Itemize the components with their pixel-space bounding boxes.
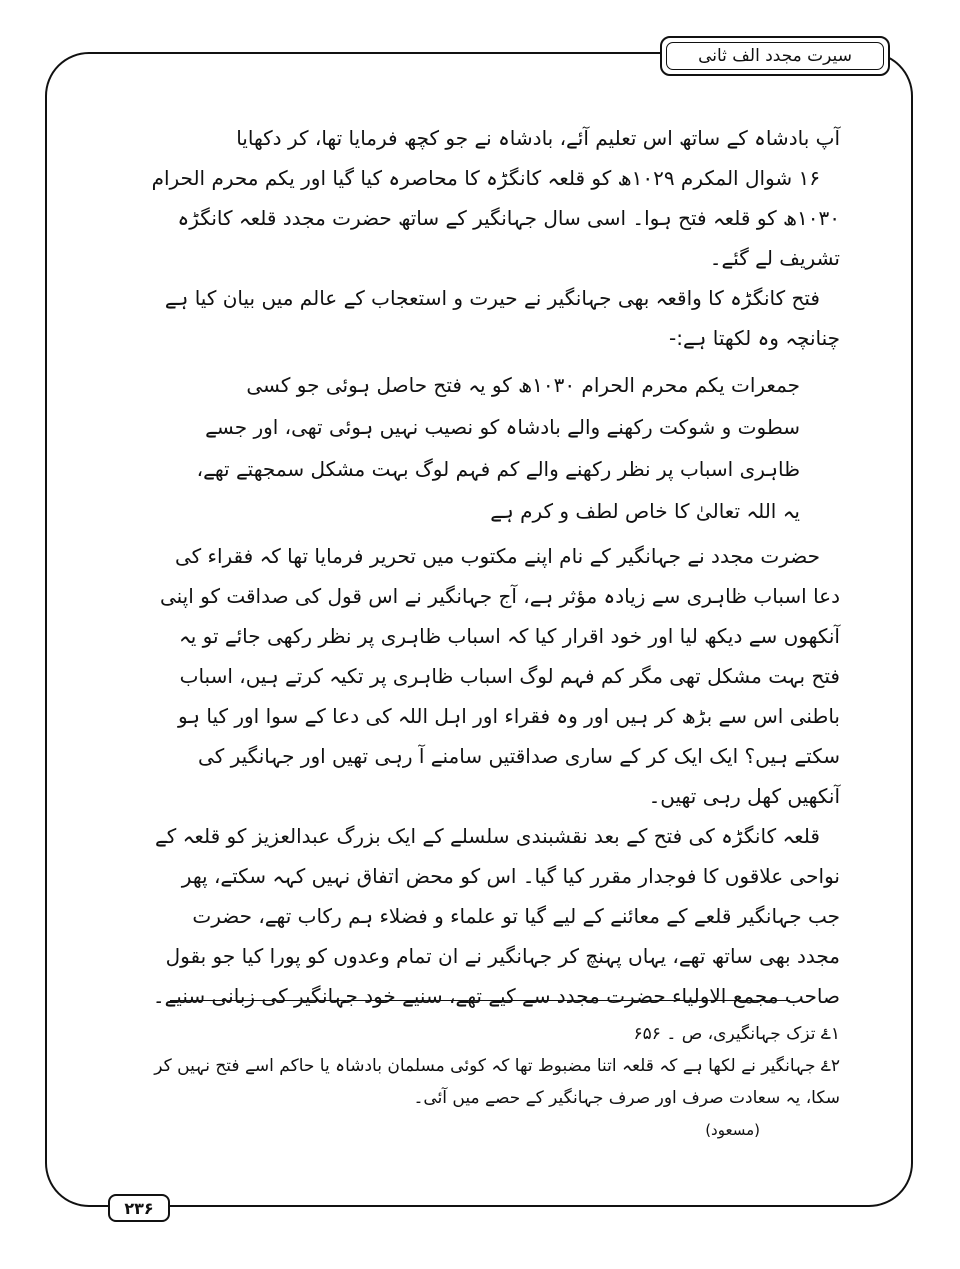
paragraph: فتح کانگڑہ کا واقعہ بھی جہانگیر نے حیرت و استعجاب کے عالم میں بیان کیا ہے چنانچہ وہ لکھتا ہے:- [164, 286, 840, 350]
paragraph: قلعہ کانگڑہ کی فتح کے بعد نقشبندی سلسلے کے ایک بزرگ عبدالعزیز کو قلعہ کے نواحی علاقوں کا فوجدار مقرر کیا گیا۔ اس کو محض اتفاق نہیں کہہ سکتے، پھر جب جہانگیر قلعے کے معائنے کے لیے گیا تو علماء و فضلاء ہم رکاب تھے، حضرت مجدد بھی ساتھ تھے، یہاں پہنچ کر جہانگیر نے ان تمام وعدوں کو پورا کیا جو بقول صاحب مجمع الاولیاء حضرت مجدد سے کیے تھے، سنیے خود جہانگیر کی زبانی سنیے۔ [152, 824, 840, 1008]
block-quote: جمعرات یکم محرم الحرام ۱۰۳۰ھ کو یہ فتح حاصل ہوئی جو کسی سطوت و شوکت رکھنے والے بادشاہ کو نصیب نہیں ہوئی تھی، اور جسے ظاہری اسباب پر نظر رکھنے والے کم فہم لوگ بہت مشکل سمجھتے تھے، یہ اللہ تعالیٰ کا خاص لطف و کرم ہے [196, 373, 800, 523]
page-number-label: ۲۳۶ [124, 1198, 154, 1218]
footnotes [150, 1018, 840, 1146]
paragraph: حضرت مجدد نے جہانگیر کے نام اپنے مکتوب میں تحریر فرمایا تھا کہ فقراء کی دعا اسباب ظاہری سے زیادہ مؤثر ہے، آج جہانگیر نے اس قول کی صداقت کو اپنی آنکھوں سے دیکھ لیا اور خود اقرار کیا کہ اسباب ظاہری پر نظر رکھی جائے تو یہ فتح بہت مشکل تھی مگر کم فہم لوگ اسباب ظاہری پر تکیہ کرتے ہیں، اسباب باطنی اس سے بڑھ کر ہیں اور وہ فقراء اور اہل اللہ کی دعا کے سوا اور کیا ہو سکتے ہیں؟ ایک ایک کر کے ساری صداقتیں سامنے آ رہی تھیں اور جہانگیر کی آنکھیں کھل رہی تھیں۔ [159, 544, 840, 808]
page-number [108, 1194, 170, 1222]
footnote-item: ۲ۓ جہانگیر نے لکھا ہے کہ قلعہ اتنا مضبوط تھا کہ کوئی مسلمان بادشاہ یا حاکم اسے فتح نہیں کر سکا، یہ سعادت صرف اور صرف جہانگیر کے حصے میں آئی۔ [154, 1056, 840, 1108]
running-header [660, 36, 890, 76]
paragraph: آپ بادشاہ کے ساتھ اس تعلیم آئے، بادشاہ نے جو کچھ فرمایا تھا، کر دکھایا [236, 126, 840, 150]
paragraph: ۱۶ شوال المکرم ۱۰۲۹ھ کو قلعہ کانگڑہ کا محاصرہ کیا گیا اور یکم محرم الحرام ۱۰۳۰ھ کو قلعہ فتح ہوا۔ اسی سال جہانگیر کے ساتھ حضرت مجدد قلعہ کانگڑہ تشریف لے گئے۔ [151, 166, 840, 270]
footnote-divider [170, 1000, 790, 1001]
running-header-title: سیرت مجدد الف ثانی [698, 46, 852, 66]
main-text [150, 118, 840, 1016]
footnote-signature: (مسعود) [705, 1121, 760, 1139]
footnote-item: ۱ۓ تزک جہانگیری، ص ۔ ۶۵۶ [633, 1024, 840, 1044]
